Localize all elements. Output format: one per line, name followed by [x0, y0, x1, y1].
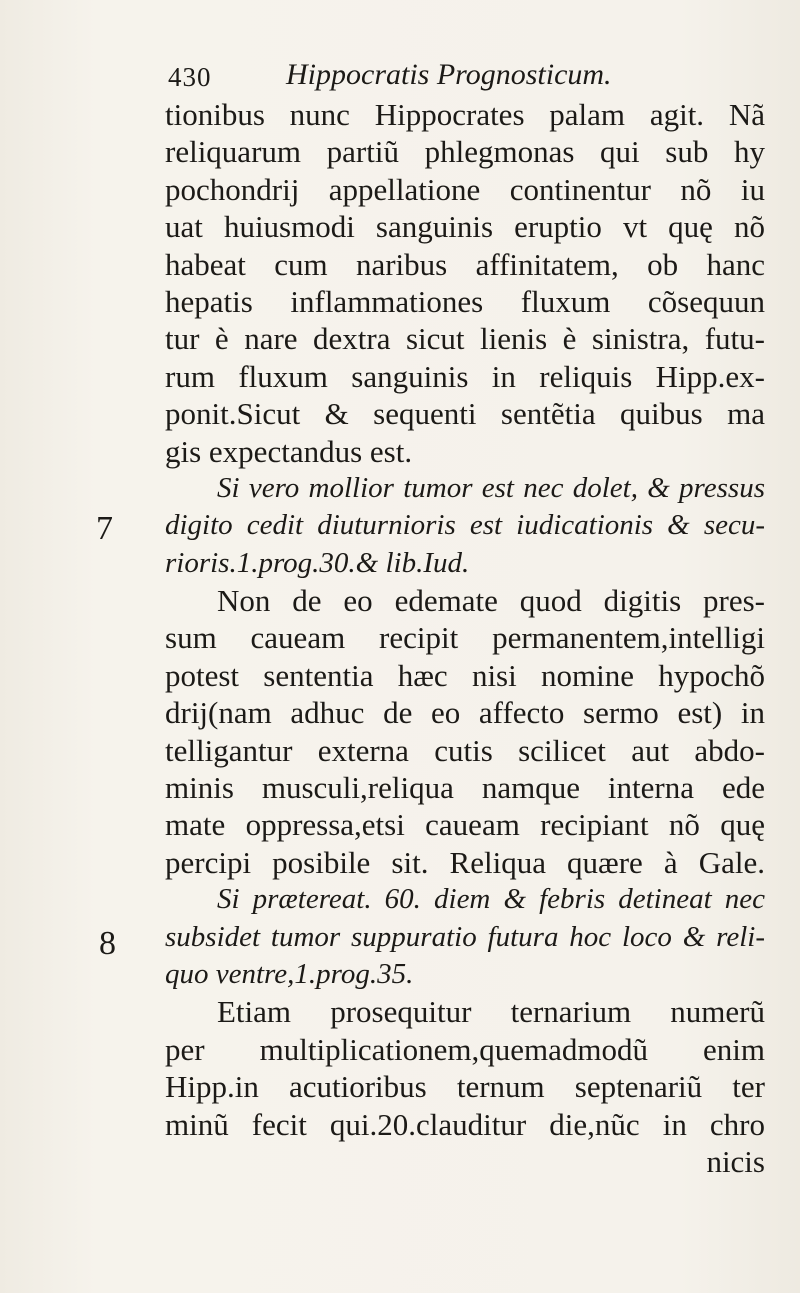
text-line: potest sententia hæc nisi nomine hypochõ	[165, 657, 765, 693]
margin-number: 7	[96, 510, 113, 547]
text-line: per multiplicationem,quemadmodũ enim	[165, 1031, 765, 1067]
text-line: uat huiusmodi sanguinis eruptio vt quę nõ	[165, 209, 765, 245]
text-line: rioris.1.prog.30.& lib.Iud.	[165, 546, 470, 579]
margin-number: 8	[99, 925, 116, 962]
text-line: gis expectandus est.	[165, 433, 413, 469]
body-text	[165, 96, 765, 1180]
text-line: Non de eo edemate quod digitis pres-	[217, 583, 765, 619]
text-line: hepatis inflammationes fluxum cõsequun	[165, 283, 765, 319]
text-line: minũ fecit qui.20.clauditur die,nũc in chro	[165, 1106, 765, 1142]
text-line: Etiam prosequitur ternarium numerũ	[217, 994, 765, 1030]
text-line: subsidet tumor suppuratio futura hoc loco & reli-	[165, 920, 765, 953]
text-line: tionibus nunc Hippocrates palam agit. Nã	[165, 97, 765, 132]
text-line: quo ventre,1.prog.35.	[165, 957, 414, 990]
running-title: Hippocratis Prognosticum.	[286, 58, 612, 91]
text-line: reliquarum partiũ phlegmonas qui sub hy	[165, 134, 765, 170]
text-line: Si vero mollior tumor est nec dolet, & pressus	[217, 471, 765, 504]
text-line: pochondrij appellatione continentur nõ iu	[165, 171, 765, 207]
text-line: habeat cum naribus affinitatem, ob hanc	[165, 246, 765, 282]
text-line: ponit.Sicut & sequenti sentẽtia quibus ma	[165, 396, 765, 432]
page-number: 430	[168, 62, 212, 92]
text-line: Si prætereat. 60. diem & febris detineat nec	[217, 883, 765, 916]
text-line: digito cedit diuturnioris est iudicationis & secu-	[165, 509, 765, 542]
text-line: nicis	[706, 1143, 765, 1179]
text-line: rum fluxum sanguinis in reliquis Hipp.ex-	[165, 358, 765, 394]
text-line: sum caueam recipit permanentem,intelligi	[165, 620, 765, 656]
text-line: drij(nam adhuc de eo affecto sermo est) in	[165, 695, 765, 731]
text-line: mate oppressa,etsi caueam recipiant nõ quę	[165, 807, 765, 843]
text-line: minis musculi,reliqua namque interna ede	[165, 770, 765, 806]
page-header	[168, 58, 748, 98]
text-line: percipi posibile sit. Reliqua quære à Gale.	[165, 844, 765, 880]
text-line: telligantur externa cutis scilicet aut abdo-	[165, 732, 765, 768]
text-line: tur è nare dextra sicut lienis è sinistra, futu-	[165, 321, 765, 357]
text-line: Hipp.in acutioribus ternum septenariũ ter	[165, 1069, 765, 1105]
